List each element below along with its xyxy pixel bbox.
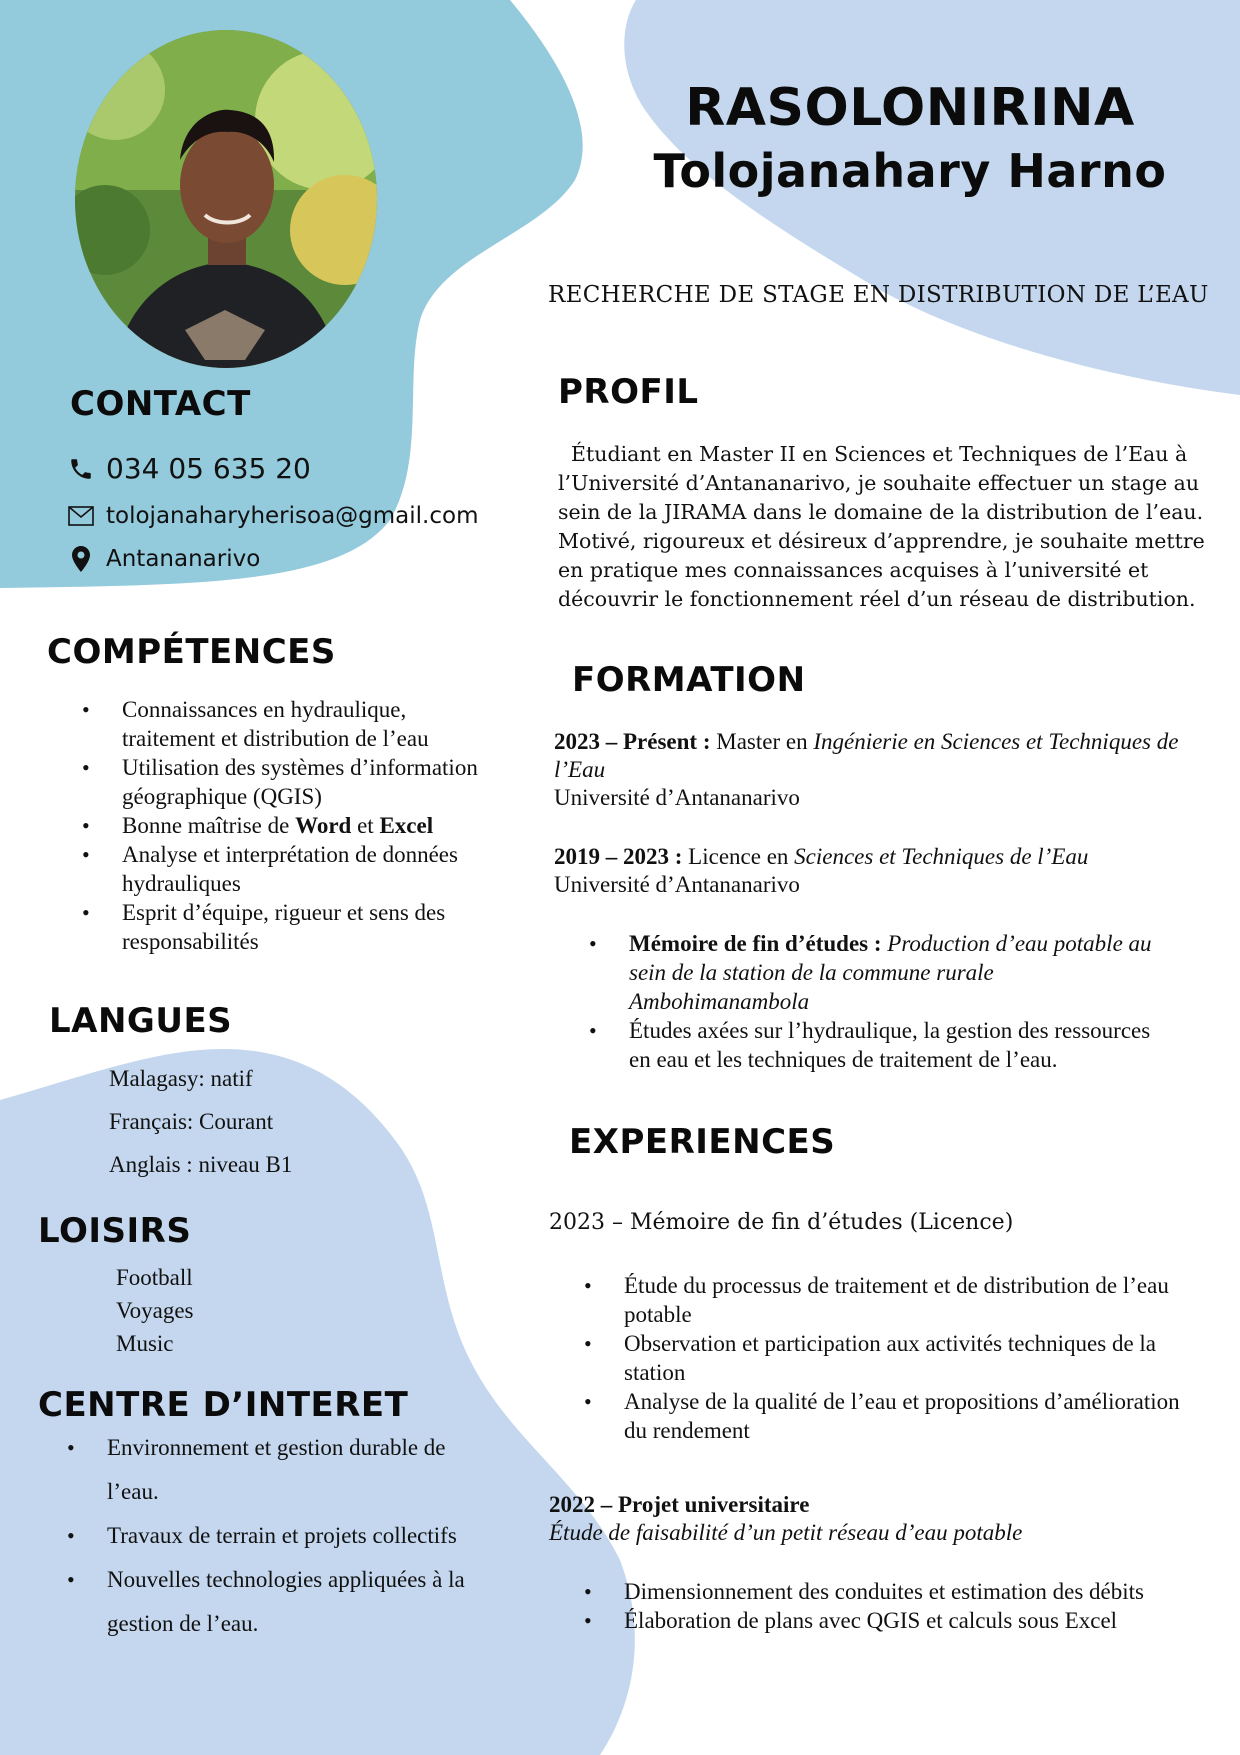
formation-school: Université d’Antananarivo [554, 785, 800, 810]
interets-title: CENTRE D’INTERET [38, 1385, 409, 1425]
formation-field: Sciences et Techniques de l’Eau [794, 844, 1089, 869]
list-item: • Nouvelles technologies appliquées à la gestion de l’eau. [107, 1558, 487, 1646]
list-item: • Études axées sur l’hydraulique, la gestion des ressources en eau et les techniques de traitement de l’eau. [629, 1016, 1169, 1074]
word-skill: Word [295, 813, 352, 838]
list-item: • Dimensionnement des conduites et estimation des débits [624, 1577, 1184, 1606]
memoire-title: Production d’eau potable au sein de la station de la commune rurale Ambohimanambola [629, 931, 1152, 1014]
experiences-title: EXPERIENCES [569, 1122, 836, 1162]
list-item: • Travaux de terrain et projets collectifs [107, 1514, 487, 1558]
language-item: Malagasy: natif [109, 1066, 253, 1091]
list-item [629, 929, 1169, 1016]
location-text: Antananarivo [106, 546, 261, 572]
email-address: tolojanaharyherisoa@gmail.com [106, 503, 479, 529]
phone-row[interactable] [66, 452, 311, 485]
list-item: • Analyse de la qualité de l’eau et propositions d’amélioration du rendement [624, 1387, 1184, 1445]
excel-skill: Excel [379, 813, 434, 838]
hobby-item: Football [116, 1265, 193, 1290]
interets-list [107, 1426, 487, 1646]
formation-title: FORMATION [572, 660, 806, 700]
formation-period: 2019 – 2023 : [554, 844, 683, 869]
formation-school: Université d’Antananarivo [554, 872, 800, 897]
office-and: et [351, 813, 380, 838]
list-item: • Observation et participation aux activités techniques de la station [624, 1329, 1184, 1387]
formation-period: 2023 – Présent : [554, 729, 711, 754]
project-title: 2022 – Projet universitaire [549, 1492, 810, 1517]
memoire-label: Mémoire de fin d’études : [629, 931, 882, 956]
last-name: RASOLONIRINA [685, 78, 1135, 138]
experience-project [549, 1491, 1022, 1547]
list-item: • Étude du processus de traitement et de distribution de l’eau potable [624, 1271, 1184, 1329]
list-item: • Analyse et interprétation de données hydrauliques [122, 840, 482, 898]
loisirs-title: LOISIRS [38, 1211, 192, 1251]
portrait-image [75, 30, 377, 368]
contact-title: CONTACT [70, 384, 251, 424]
profile-photo [75, 30, 377, 368]
formation-degree: Licence en [682, 844, 795, 869]
list-item: • Esprit d’équipe, rigueur et sens des responsabilités [122, 898, 482, 956]
experience-1-list [624, 1271, 1184, 1445]
list-item: • Environnement et gestion durable de l’eau. [107, 1426, 487, 1514]
envelope-icon [66, 506, 96, 526]
list-item [122, 811, 482, 840]
language-item: Français: Courant [109, 1109, 274, 1134]
email-row[interactable] [66, 503, 478, 529]
competences-title: COMPÉTENCES [47, 632, 336, 672]
phone-number: 034 05 635 20 [106, 452, 311, 485]
project-subtitle: Étude de faisabilité d’un petit réseau d’eau potable [549, 1520, 1023, 1545]
map-pin-icon [66, 546, 96, 572]
list-item: • Élaboration de plans avec QGIS et calculs sous Excel [624, 1606, 1184, 1635]
list-item: • Connaissances en hydraulique, traitement et distribution de l’eau [122, 695, 482, 753]
first-name: Tolojanahary Harno [653, 144, 1167, 198]
experience-2-list [624, 1577, 1184, 1635]
list-item: • Utilisation des systèmes d’information géographique (QGIS) [122, 753, 482, 811]
profil-text: Étudiant en Master II en Sciences et Techniques de l’Eau à l’Université d’Antananarivo, je souhaite effectuer un stage au sein de la JIRAMA dans le domaine de la distribution de l’eau. Motivé, rigoureux et désireux d’apprendre, je souhaite mettre en pratique mes connaissances acquises à l’université et découvrir le fonctionnement réel d’un réseau de distribution. [558, 442, 1212, 611]
langues-title: LANGUES [49, 1001, 233, 1041]
competences-list [122, 695, 482, 956]
hobby-item: Music [116, 1331, 174, 1356]
location-row [66, 546, 260, 572]
experience-entry-title: 2023 – Mémoire de fin d’études (Licence) [549, 1210, 1014, 1235]
hobby-item: Voyages [116, 1298, 194, 1323]
formation-entry-licence [554, 843, 1194, 899]
phone-icon [66, 456, 96, 482]
language-item: Anglais : niveau B1 [109, 1152, 293, 1177]
formation-entry-master [554, 728, 1194, 812]
profil-title: PROFIL [558, 372, 699, 412]
formation-field: Ingénierie en Sciences et Techniques de l’Eau [554, 729, 1179, 782]
office-prefix: Bonne maîtrise de [122, 813, 296, 838]
formation-details-list [629, 929, 1169, 1074]
formation-degree: Master en [710, 729, 814, 754]
job-subtitle: RECHERCHE DE STAGE EN DISTRIBUTION DE L’EAU [548, 282, 1209, 308]
